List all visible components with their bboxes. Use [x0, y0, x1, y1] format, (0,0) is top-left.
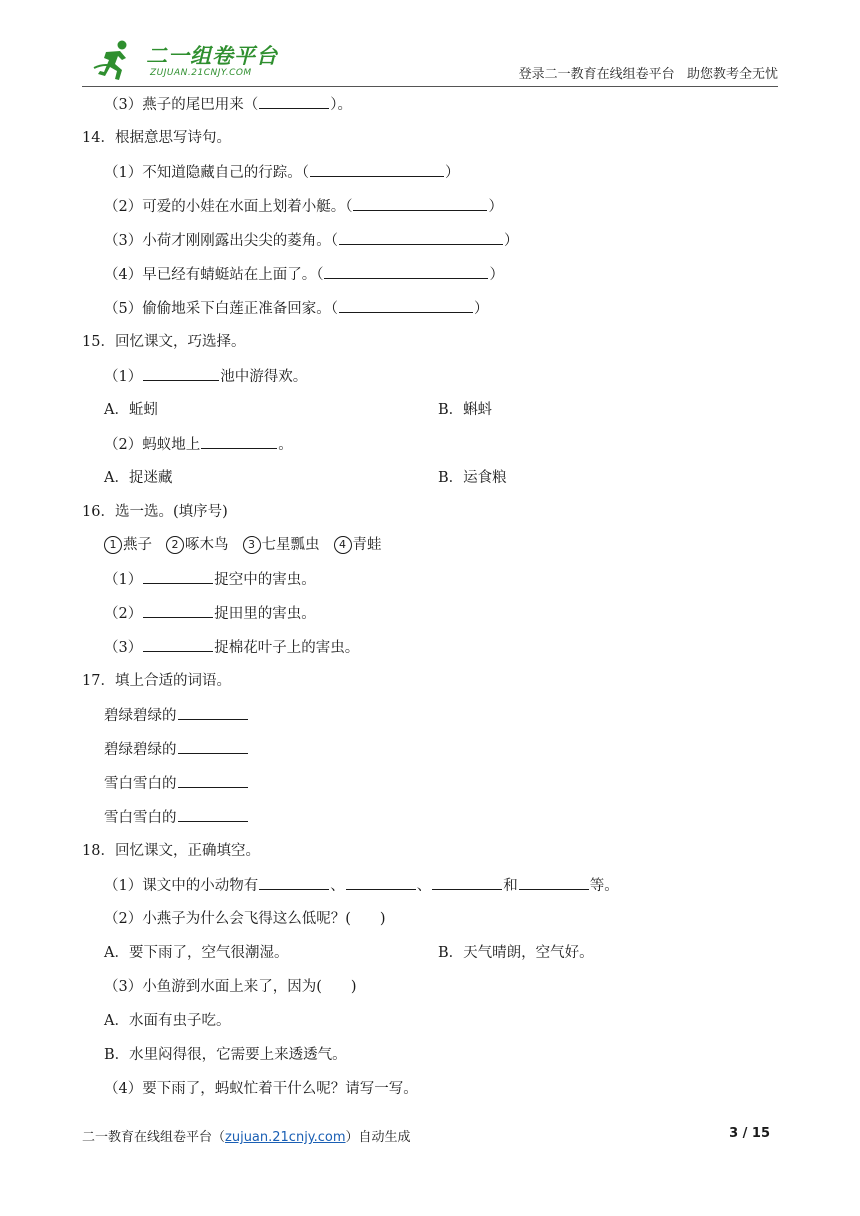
circled-number-1: 1	[104, 536, 122, 554]
q15-sub-1: （1） 池中游得欢。	[104, 366, 307, 387]
footer-source: 二一教育在线组卷平台（zujuan.21cnjy.com）自动生成	[82, 1130, 411, 1145]
logo-subtitle: ZUJUAN.21CNJY.COM	[150, 68, 252, 78]
logo-title: 二一组卷平台	[146, 44, 278, 68]
q15-sub-2-option-a[interactable]: A．捉迷藏	[104, 470, 173, 486]
answer-blank[interactable]	[178, 773, 248, 788]
q17-item-2: 碧绿碧绿的	[104, 739, 249, 760]
q16-item-1: （1） 捉空中的害虫。	[104, 569, 316, 590]
answer-blank[interactable]	[143, 603, 213, 618]
answer-blank[interactable]	[143, 366, 219, 381]
answer-blank[interactable]	[259, 94, 329, 109]
answer-blank[interactable]	[346, 875, 416, 890]
q16-title: 16．选一选。(填序号)	[82, 504, 228, 520]
answer-blank[interactable]	[178, 739, 248, 754]
page-footer	[82, 1120, 778, 1150]
q16-item-2: （2） 捉田里的害虫。	[104, 603, 316, 624]
answer-blank[interactable]	[201, 434, 277, 449]
circled-number-2: 2	[166, 536, 184, 554]
answer-blank[interactable]	[432, 875, 502, 890]
q15-sub-1-option-a[interactable]: A．蚯蚓	[104, 402, 158, 418]
q14-item-4: （4）早已经有蜻蜓站在上面了。（ ）	[104, 264, 504, 285]
q16-options: 1 燕子 2 啄木鸟 3 七星瓢虫 4 青蛙	[104, 535, 382, 555]
q18-sub-3: （3）小鱼游到水面上来了，因为( )	[104, 979, 357, 995]
q18-sub-2: （2）小燕子为什么会飞得这么低呢？( )	[104, 911, 386, 927]
q15-sub-2: （2）蚂蚁地上 。	[104, 434, 293, 455]
q18-sub-3-option-b[interactable]: B．水里闷得很，它需要上来透透气。	[104, 1047, 347, 1063]
q14-title: 14．根据意思写诗句。	[82, 130, 231, 146]
q18-sub-4: （4）要下雨了，蚂蚁忙着干什么呢？请写一写。	[104, 1081, 418, 1097]
q18-sub-3-option-a[interactable]: A．水面有虫子吃。	[104, 1013, 231, 1029]
answer-blank[interactable]	[143, 637, 213, 652]
answer-blank[interactable]	[178, 807, 248, 822]
footer-link[interactable]: zujuan.21cnjy.com	[225, 1130, 346, 1145]
answer-blank[interactable]	[324, 264, 488, 279]
q18-sub-2-option-b[interactable]: B．天气晴朗，空气好。	[438, 945, 594, 961]
q14-item-2: （2）可爱的小娃在水面上划着小艇。（ ）	[104, 196, 503, 217]
q17-title: 17．填上合适的词语。	[82, 673, 231, 689]
q15-title: 15．回忆课文，巧选择。	[82, 334, 246, 350]
q14-item-5: （5）偷偷地采下白莲正准备回家。（ ）	[104, 298, 488, 319]
answer-blank[interactable]	[353, 196, 487, 211]
q18-sub-1: （1）课文中的小动物有 、 、 和 等。	[104, 875, 619, 896]
circled-number-4: 4	[334, 536, 352, 554]
runner-logo-icon	[92, 38, 136, 82]
q18-sub-2-option-a[interactable]: A．要下雨了，空气很潮湿。	[104, 945, 289, 961]
answer-blank[interactable]	[178, 705, 248, 720]
q17-item-3: 雪白雪白的	[104, 773, 249, 794]
q17-item-4: 雪白雪白的	[104, 807, 249, 828]
q15-sub-1-option-b[interactable]: B．蝌蚪	[438, 402, 493, 418]
q14-item-3: （3）小荷才刚刚露出尖尖的菱角。（ ）	[104, 230, 518, 251]
circled-number-3: 3	[243, 536, 261, 554]
page-header	[82, 34, 778, 87]
answer-blank[interactable]	[339, 298, 473, 313]
site-logo[interactable]	[88, 38, 288, 82]
q13-item-3: （3）燕子的尾巴用来（ ）。	[104, 94, 352, 115]
answer-blank[interactable]	[259, 875, 329, 890]
answer-blank[interactable]	[339, 230, 503, 245]
page-number: 3 / 15	[729, 1126, 770, 1141]
q18-title: 18．回忆课文，正确填空。	[82, 843, 260, 859]
answer-blank[interactable]	[519, 875, 589, 890]
header-slogan: 登录二一教育在线组卷平台 助您教考全无忧	[518, 67, 778, 82]
q17-item-1: 碧绿碧绿的	[104, 705, 249, 726]
answer-blank[interactable]	[310, 162, 444, 177]
q16-item-3: （3） 捉棉花叶子上的害虫。	[104, 637, 359, 658]
q14-item-1: （1）不知道隐藏自己的行踪。（ ）	[104, 162, 459, 183]
q15-sub-2-option-b[interactable]: B．运食粮	[438, 470, 507, 486]
answer-blank[interactable]	[143, 569, 213, 584]
